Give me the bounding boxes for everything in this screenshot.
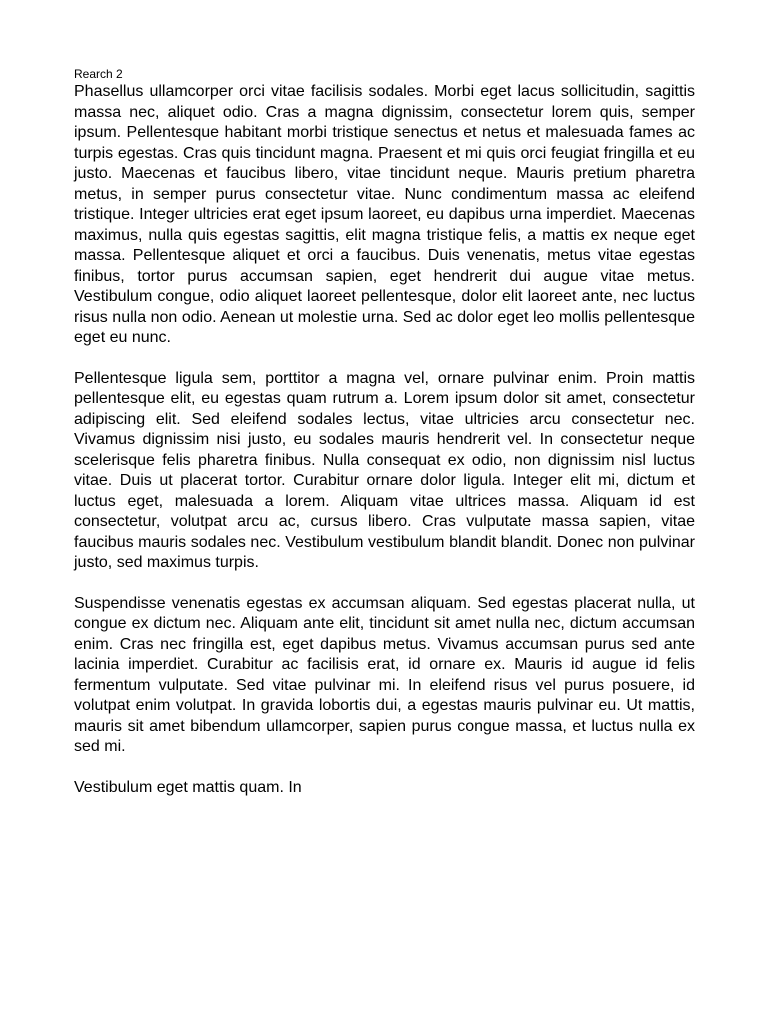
document-page — [74, 66, 695, 818]
body-paragraph-2: Pellentesque ligula sem, porttitor a magna vel, ornare pulvinar enim. Proin mattis pellentesque elit, eu egestas quam rutrum a. Lorem ipsum dolor sit amet, consectetur adipiscing elit. Sed eleifend sodales lectus, vitae ultricies arcu consectetur nec. Vivamus dignissim nisi justo, eu sodales mauris hendrerit vel. In consectetur neque scelerisque felis pharetra finibus. Nulla consequat ex odio, non dignissim nisl luctus vitae. Duis ut placerat tortor. Curabitur ornare dolor ligula. Integer elit mi, dictum et luctus eget, malesuada a lorem. Aliquam vitae ultrices massa. Aliquam id est consectetur, volutpat arcu ac, cursus libero. Cras vulputate massa sapien, vitae faucibus mauris sodales nec. Vestibulum vestibulum blandit blandit. Donec non pulvinar justo, sed maximus turpis. — [74, 369, 695, 571]
body-paragraph-4: Vestibulum eget mattis quam. In — [74, 778, 302, 796]
body-paragraph-1: Phasellus ullamcorper orci vitae facilisis sodales. Morbi eget lacus sollicitudin, sagittis massa nec, aliquet odio. Cras a magna dignissim, consectetur lorem quis, semper ipsum. Pellentesque habitant morbi tristique senectus et netus et malesuada fames ac turpis egestas. Cras quis tincidunt magna. Praesent et mi quis orci feugiat fringilla et eu justo. Maecenas et faucibus libero, vitae tincidunt neque. Mauris pretium pharetra metus, in semper purus consectetur vitae. Nunc condimentum massa ac eleifend tristique. Integer ultricies erat eget ipsum laoreet, eu dapibus urna imperdiet. Maecenas maximus, nulla quis egestas sagittis, elit magna tristique felis, a mattis ex neque eget massa. Pellentesque aliquet et orci a faucibus. Duis venenatis, metus vitae egestas finibus, tortor purus accumsan sapien, eget hendrerit dui augue vitae metus. Vestibulum congue, odio aliquet laoreet pellentesque, dolor elit laoreet ante, nec luctus risus nulla non odio. Aenean ut molestie urna. Sed ac dolor eget leo mollis pellentesque eget eu nunc. — [74, 83, 695, 346]
document-header-label: Rearch 2 — [74, 67, 123, 81]
body-paragraph-3: Suspendisse venenatis egestas ex accumsan aliquam. Sed egestas placerat nulla, ut congue ex dictum nec. Aliquam ante elit, tincidunt sit amet nulla nec, dictum accumsan enim. Cras nec fringilla est, eget dapibus metus. Vivamus accumsan purus sed ante lacinia imperdiet. Curabitur ac facilisis erat, id ornare ex. Mauris id augue id felis fermentum vulputate. Sed vitae pulvinar mi. In eleifend risus vel purus posuere, id volutpat enim volutpat. In gravida lobortis dui, a egestas mauris pulvinar eu. Ut mattis, mauris sit amet bibendum ullamcorper, sapien purus congue massa, et luctus nulla ex sed mi. — [74, 594, 695, 755]
